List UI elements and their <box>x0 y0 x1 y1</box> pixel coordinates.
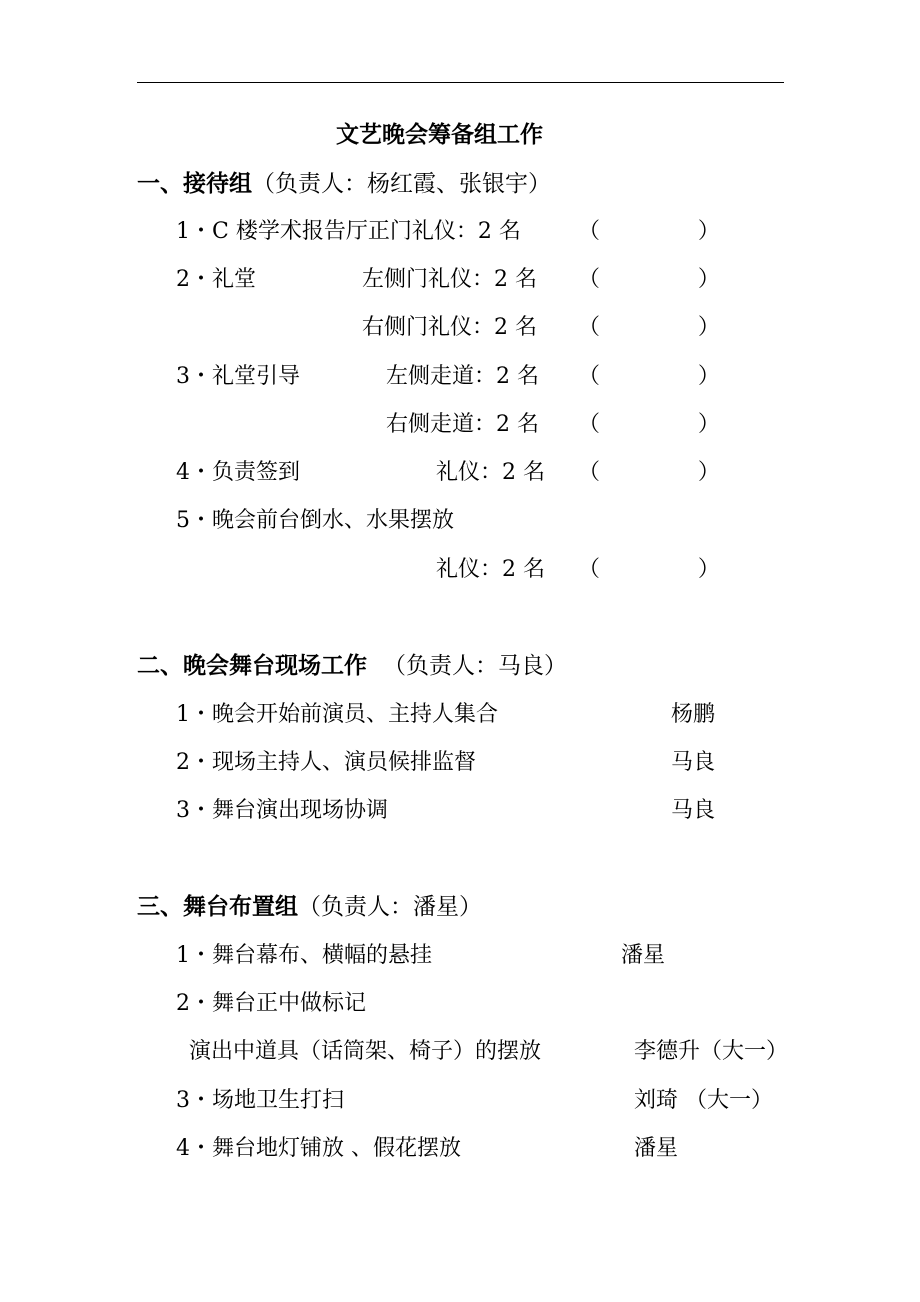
section-1-heading <box>137 169 551 199</box>
list-item: 1・C 楼学术报告厅正门礼仪：2 名 <box>176 219 521 244</box>
list-item-sub: 礼仪：2 名 <box>436 460 545 485</box>
responsible-person: 李德升（大一） <box>634 1039 789 1064</box>
list-item: 3・场地卫生打扫 <box>176 1088 344 1113</box>
blank-parens: （ ） <box>578 364 720 389</box>
list-item: 2・现场主持人、演员候排监督 <box>176 750 476 775</box>
section-3-title: 三、舞台布置组 <box>137 893 298 920</box>
section-2-title: 二、晚会舞台现场工作 <box>137 652 367 679</box>
section-3-lead: （负责人：潘星） <box>298 894 482 920</box>
list-item: 4・舞台地灯铺放 、假花摆放 <box>176 1136 461 1161</box>
blank-parens: （ ） <box>578 315 720 340</box>
list-item-sub: 左侧走道：2 名 <box>386 364 539 389</box>
list-item: 4・负责签到 <box>176 460 300 485</box>
blank-parens: （ ） <box>578 267 720 292</box>
blank-parens: （ ） <box>578 557 720 582</box>
section-1-lead: （负责人：杨红霞、张银宇） <box>252 171 551 197</box>
header-rule <box>137 82 784 83</box>
section-2-lead: （负责人：马良） <box>383 653 567 679</box>
list-item-sub: 右侧走道：2 名 <box>386 412 539 437</box>
list-item: 3・礼堂引导 <box>176 364 300 389</box>
section-3-heading <box>137 892 482 922</box>
responsible-person: 潘星 <box>621 943 666 968</box>
list-item: 3・舞台演出现场协调 <box>176 798 388 823</box>
page-title: 文艺晚会筹备组工作 <box>336 121 543 148</box>
section-2-heading <box>137 651 567 681</box>
list-item-sub: 右侧门礼仪：2 名 <box>362 315 537 340</box>
blank-parens: （ ） <box>578 219 720 244</box>
list-item: 2・舞台正中做标记 <box>176 991 366 1016</box>
responsible-person: 马良 <box>671 798 716 823</box>
responsible-person: 马良 <box>671 750 716 775</box>
blank-parens: （ ） <box>578 412 720 437</box>
list-item: 2・礼堂 <box>176 267 256 292</box>
list-item-sub: 礼仪：2 名 <box>436 557 545 582</box>
section-1-title: 一、接待组 <box>137 170 252 197</box>
responsible-person: 潘星 <box>634 1136 679 1161</box>
list-item: 1・晚会开始前演员、主持人集合 <box>176 702 498 727</box>
blank-parens: （ ） <box>578 460 720 485</box>
responsible-person: 刘琦 （大一） <box>634 1088 773 1113</box>
list-item: 1・舞台幕布、横幅的悬挂 <box>176 943 432 968</box>
list-item: 演出中道具（话筒架、椅子）的摆放 <box>189 1039 542 1064</box>
list-item-sub: 左侧门礼仪：2 名 <box>362 267 537 292</box>
list-item: 5・晚会前台倒水、水果摆放 <box>176 508 454 533</box>
responsible-person: 杨鹏 <box>671 702 716 727</box>
